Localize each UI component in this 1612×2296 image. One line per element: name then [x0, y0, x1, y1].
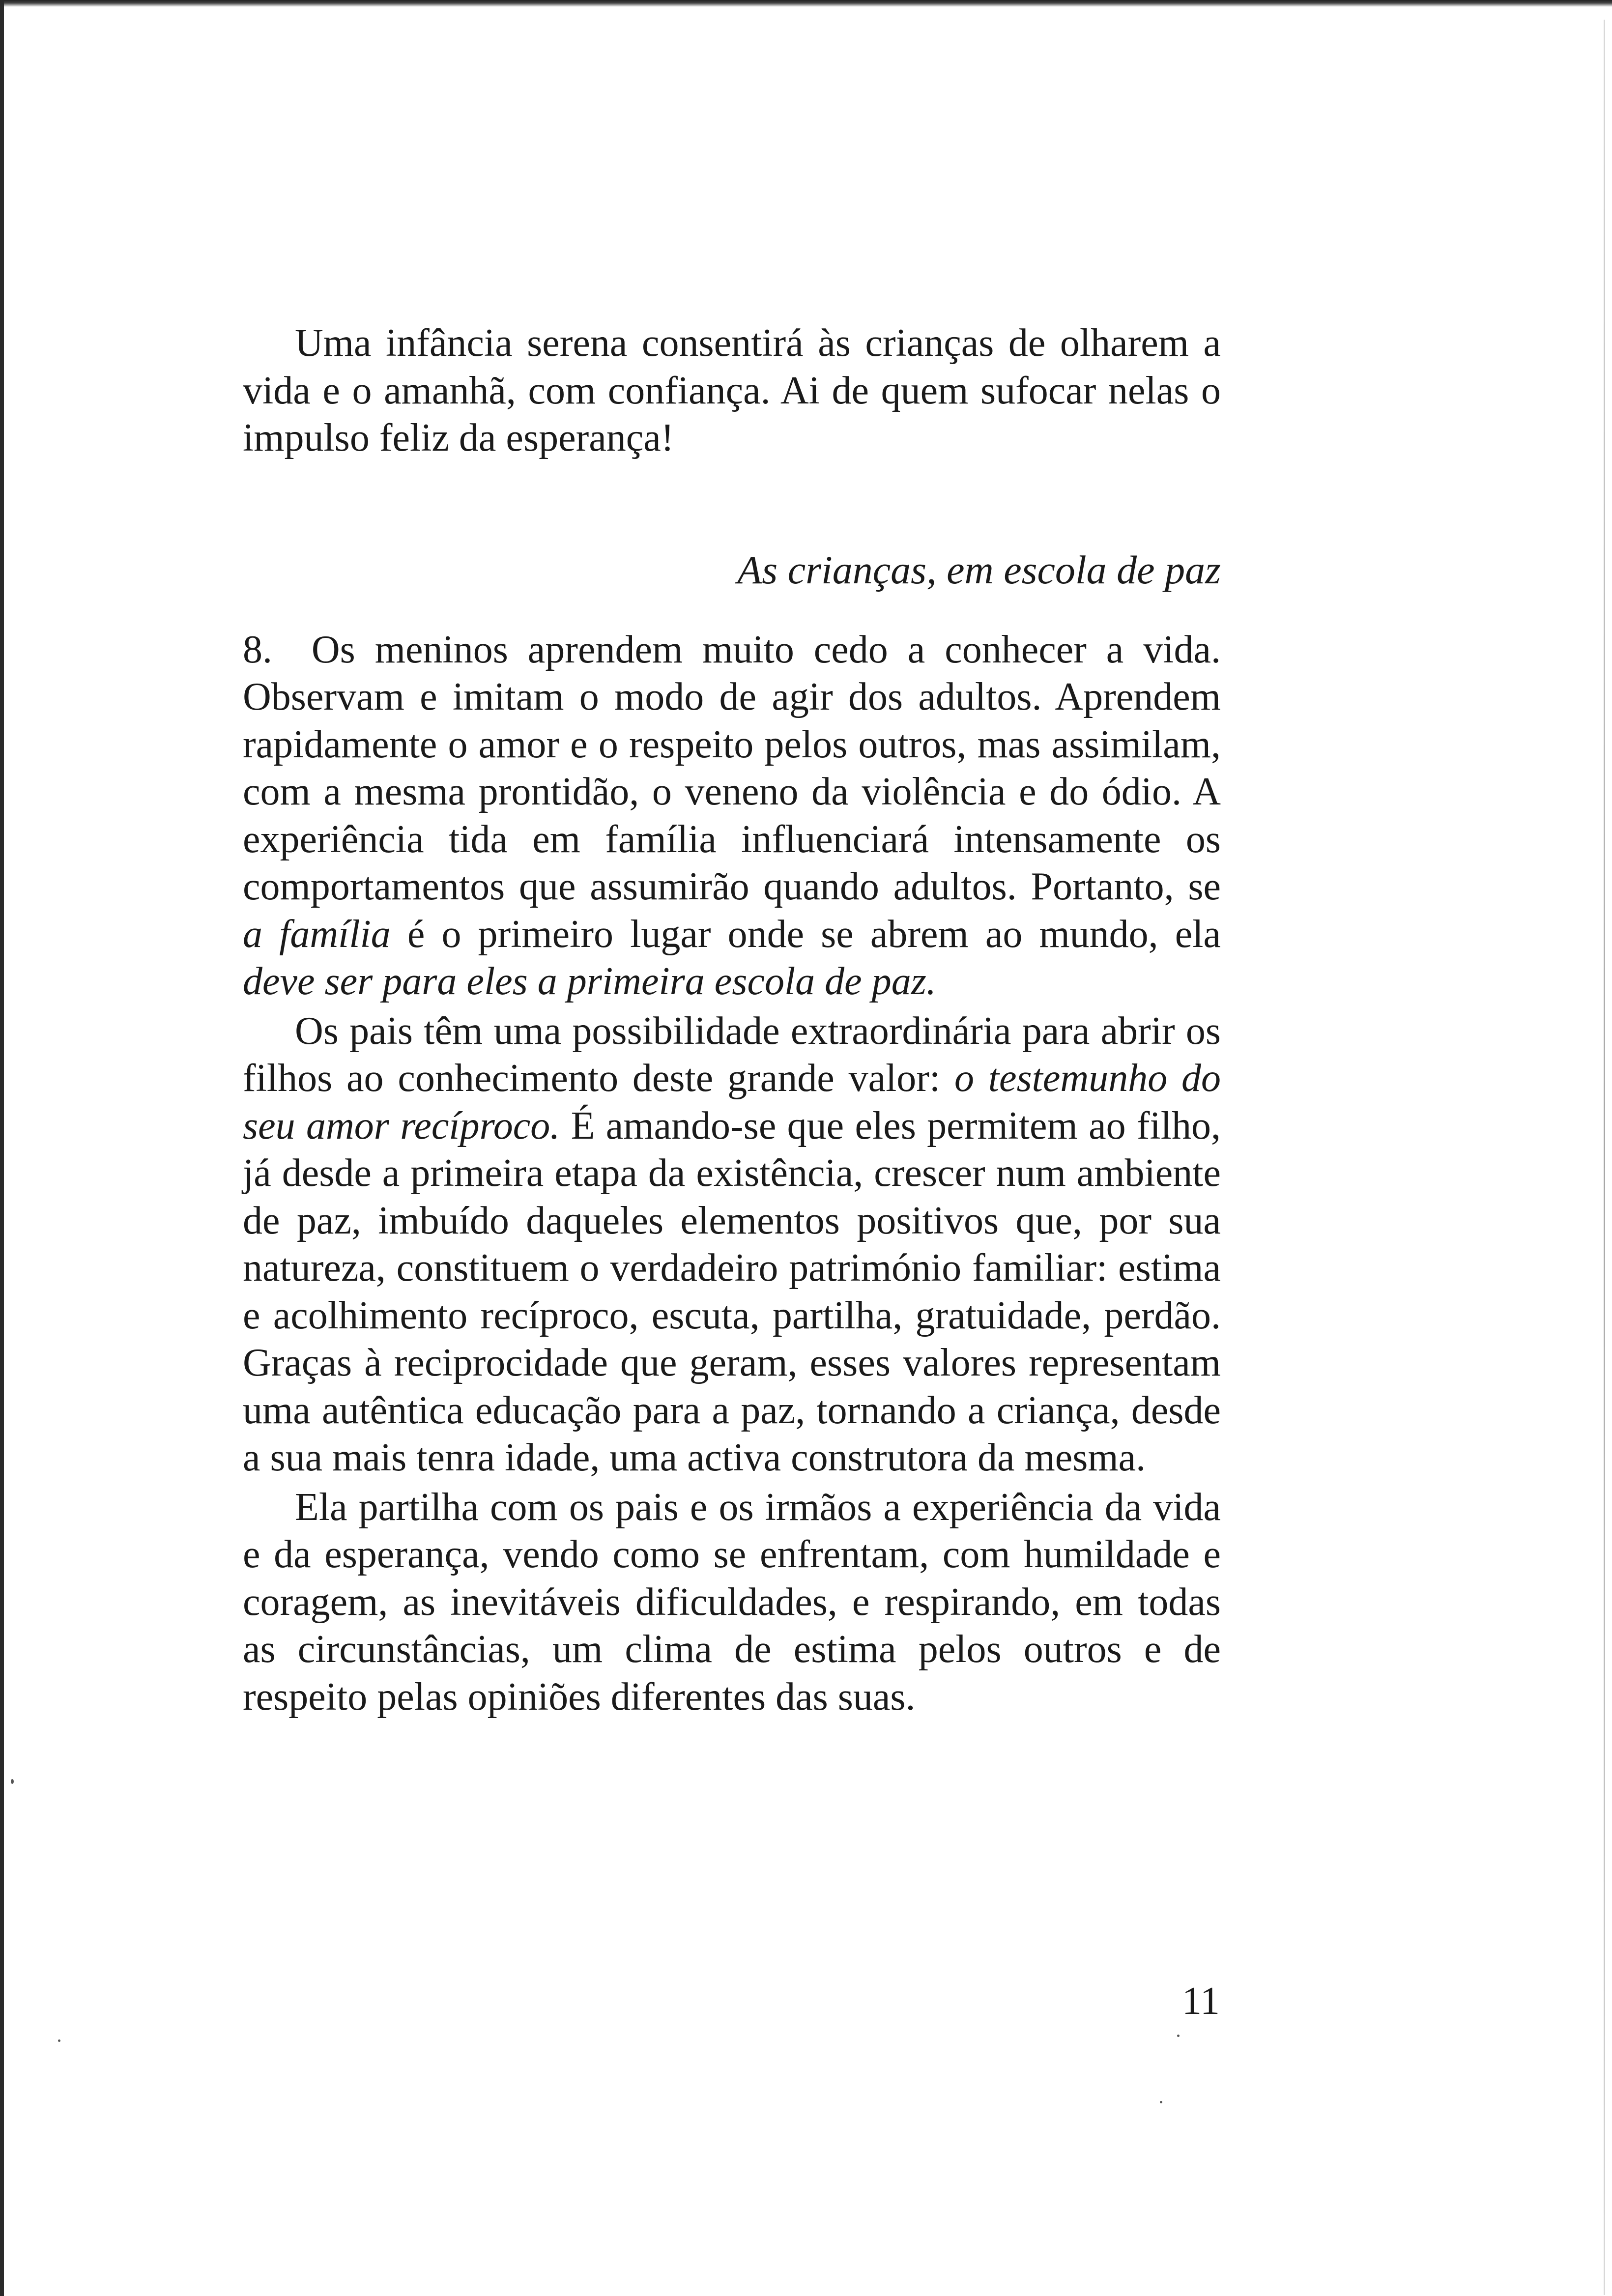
scan-speck	[1160, 2101, 1162, 2103]
paragraph-parents	[243, 1007, 1221, 1482]
paragraph-text: Os meninos aprendem muito cedo a conhecer a vida. Observam e imitam o modo de agir dos adultos. Aprendem rapidamente o amor e o respeito pelos outros, mas assimilam, com a mesma prontidão, o veneno da violência e do ódio. A experiência tida em família influenciará intensamente os comportamentos que assumirão quando adultos. Portanto, se	[243, 628, 1221, 908]
paragraph-8	[243, 626, 1221, 1005]
emphasis-text: a família	[243, 912, 391, 956]
scan-edge-top	[0, 0, 1612, 7]
paragraph-text: É amando-se que eles permitem ao filho, já desde a primeira etapa da existência, crescer num ambiente de paz, imbuído daqueles elementos positivos que, por sua natureza, constituem o verdadeiro património familiar: estima e acolhimento recíproco, escuta, partilha, gratuidade, perdão. Graças à reciprocidade que geram, esses valores representam uma autêntica educação para a paz, tornando a criança, desde a sua mais tenra idade, uma activa construtora da mesma.	[243, 1104, 1221, 1479]
paragraph-text: é o primeiro lugar onde se abrem ao mundo, ela	[390, 912, 1221, 956]
paragraph-text: Os pais têm uma possibilidade extraordinária para abrir os filhos ao conhecimento deste grande valor:	[243, 1009, 1221, 1100]
scan-edge-right	[1604, 20, 1605, 2295]
emphasis-text: deve ser para eles a primeira escola de paz.	[243, 960, 936, 1003]
scan-speck	[58, 2039, 60, 2042]
page-body	[243, 319, 1221, 1721]
scan-speck	[1177, 2035, 1180, 2037]
scan-edge-left	[0, 0, 4, 2296]
scan-speck	[11, 1779, 14, 1784]
section-title: As crianças, em escola de paz	[737, 547, 1221, 592]
page-number: 11	[1181, 1980, 1220, 2023]
intro-paragraph: Uma infância serena consentirá às crianças de olharem a vida e o amanhã, com confiança. Ai de quem sufocar nelas o impulso feliz da esperança!	[243, 321, 1221, 459]
paragraph-siblings: Ela partilha com os pais e os irmãos a experiência da vida e da esperança, vendo como se enfrentam, com humildade e coragem, as inevitáveis dificuldades, e respirando, em todas as circunstâncias, um clima de estima pelos outros e de respeito pelas opiniões diferentes das suas.	[243, 1485, 1221, 1719]
paragraph-number: 8.	[243, 628, 272, 671]
emphasis-text: o testemunho do seu amor recíproco.	[243, 1057, 1221, 1148]
